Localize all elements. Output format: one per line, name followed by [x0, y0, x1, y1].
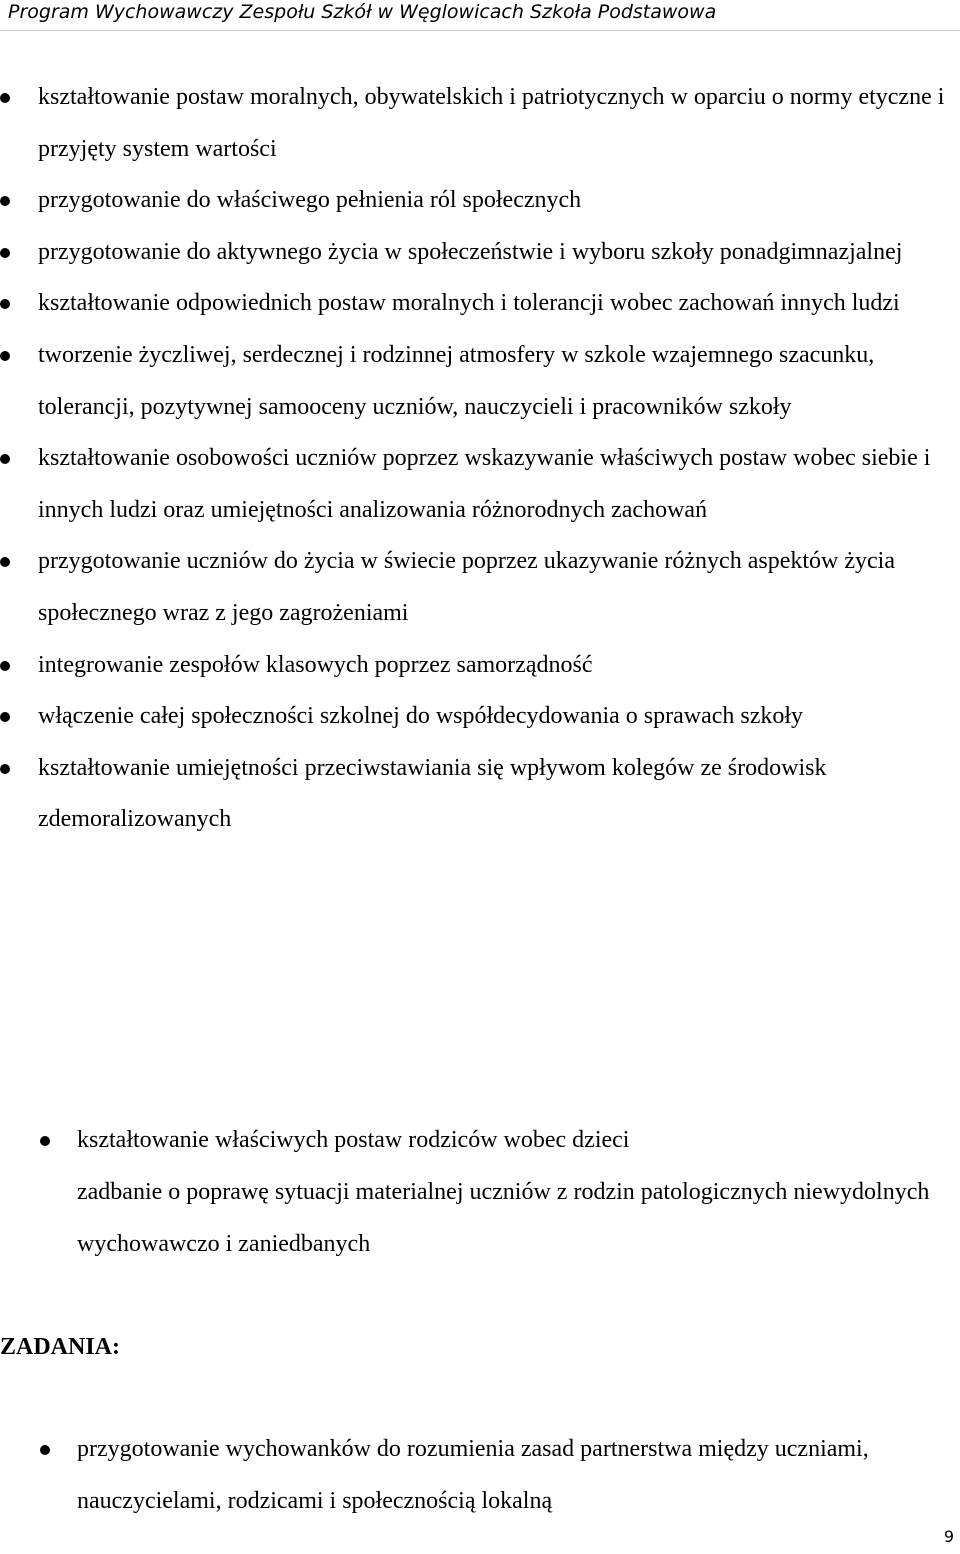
- list-item: [0, 227, 960, 279]
- bullet-icon: [40, 1136, 50, 1146]
- bullet-icon: [0, 351, 10, 361]
- bullet-icon: [0, 196, 10, 206]
- list-item-text: integrowanie zespołów klasowych poprzez samorządność: [38, 651, 593, 678]
- list-item-text: tworzenie życzliwej, serdecznej i rodzinnej atmosfery w szkole wzajemnego szacunku, tolerancji, pozytywnej samooceny uczniów, nauczycieli i pracowników szkoły: [38, 341, 875, 420]
- list-item: [0, 175, 960, 227]
- list-item: [0, 72, 960, 175]
- bullet-icon: [0, 661, 10, 671]
- bullet-icon: [0, 93, 10, 103]
- list-item-text: przygotowanie do właściwego pełnienia ról społecznych: [38, 187, 582, 214]
- goals-list: [0, 72, 960, 846]
- page-number: 9: [943, 1527, 954, 1546]
- list-item-text: przygotowanie uczniów do życia w świecie poprzez ukazywanie różnych aspektów życia społecznego wraz z jego zagrożeniami: [38, 548, 895, 626]
- list-item-text: kształtowanie postaw moralnych, obywatelskich i patriotycznych w oparciu o normy etyczne i przyjęty system wartości: [38, 84, 945, 162]
- bullet-icon: [0, 248, 10, 258]
- list-item-text: przygotowanie do aktywnego życia w społeczeństwie i wyboru szkoły ponadgimnazjalnej: [38, 238, 903, 265]
- list-item: [0, 691, 960, 743]
- tasks-heading: ZADANIA:: [0, 1334, 120, 1360]
- list-item: [0, 1115, 960, 1167]
- bullet-icon: [0, 557, 10, 567]
- bullet-icon: [0, 712, 10, 722]
- list-item: [0, 536, 960, 639]
- list-item-text: włączenie całej społeczności szkolnej do współdecydowania o sprawach szkoły: [38, 703, 804, 730]
- list-item-text: kształtowanie właściwych postaw rodziców wobec dzieci: [77, 1127, 630, 1153]
- bullet-icon: [0, 299, 10, 309]
- goals-paragraph: zadbanie o poprawę sytuacji materialnej uczniów z rodzin patologicznych niewydolnych wychowawczo i zaniedbanych: [77, 1179, 930, 1257]
- list-item-text: przygotowanie wychowanków do rozumienia zasad partnerstwa między uczniami, nauczycielami, rodzicami i społecznością lokalną: [77, 1436, 869, 1514]
- list-item-text: kształtowanie umiejętności przeciwstawiania się wpływom kolegów ze środowisk zdemoralizowanych: [38, 754, 827, 833]
- list-item: [0, 743, 960, 846]
- list-item: [0, 330, 960, 433]
- list-item: [0, 1424, 960, 1527]
- list-item: [0, 278, 960, 330]
- page-header-title: Program Wychowawczy Zespołu Szkół w Węglowicach Szkoła Podstawowa: [8, 1, 717, 23]
- list-item: [0, 433, 960, 536]
- list-item-text: kształtowanie odpowiednich postaw moralnych i tolerancji wobec zachowań innych ludzi: [38, 290, 900, 317]
- header-divider: [0, 30, 960, 31]
- list-item: [0, 640, 960, 692]
- bullet-icon: [40, 1445, 50, 1455]
- bullet-icon: [0, 454, 10, 464]
- list-item-text: kształtowanie osobowości uczniów poprzez wskazywanie właściwych postaw wobec siebie i innych ludzi oraz umiejętności analizowania różnorodnych zachowań: [38, 445, 931, 523]
- tasks-list: [0, 1424, 960, 1527]
- bullet-icon: [0, 764, 10, 774]
- goals-indented-list: [0, 1115, 960, 1167]
